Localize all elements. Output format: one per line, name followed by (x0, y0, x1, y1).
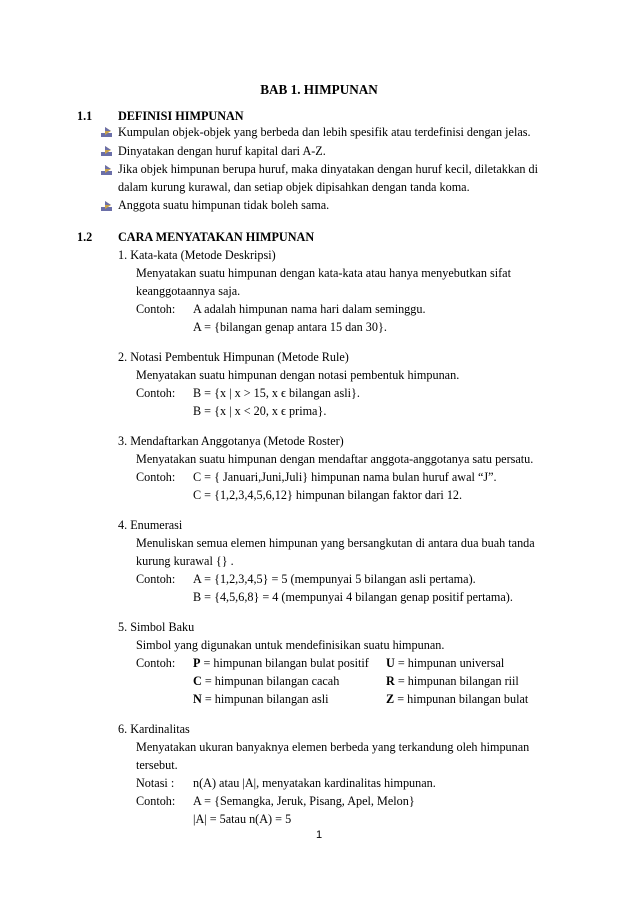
arrow-bullet-icon (101, 200, 114, 212)
symbol-meaning: = himpunan bilangan bulat (394, 692, 529, 706)
symbol-definition (193, 692, 329, 707)
symbol-definition (386, 674, 519, 689)
item-desc: keanggotaannya saja. (136, 284, 241, 298)
section-title: CARA MENYATAKAN HIMPUNAN (118, 230, 315, 244)
symbol: C (193, 674, 202, 688)
notasi-text: n(A) atau |A|, menyatakan kardinalitas himpunan. (193, 776, 436, 790)
arrow-bullet-icon (101, 145, 114, 157)
bullet-text-continued: dalam kurung kurawal, dan setiap objek dipisahkan dengan tanda koma. (118, 180, 470, 194)
example-line: A = {1,2,3,4,5} = 5 (mempunyai 5 bilangan asli pertama). (193, 572, 476, 586)
symbol-definition (193, 656, 369, 671)
chapter-title: BAB 1. HIMPUNAN (260, 82, 378, 97)
symbol-meaning: = himpunan bilangan asli (201, 692, 329, 706)
item-desc: Menyatakan suatu himpunan dengan mendaftar anggota-anggotanya satu persatu. (136, 452, 534, 466)
contoh-label: Contoh: (136, 470, 176, 484)
section-title: DEFINISI HIMPUNAN (118, 109, 244, 123)
symbol-meaning: = himpunan universal (394, 656, 505, 670)
item-desc: Menyatakan suatu himpunan dengan kata-kata atau hanya menyebutkan sifat (136, 266, 511, 280)
symbol-meaning: = himpunan bilangan cacah (201, 674, 340, 688)
example-line: C = {1,2,3,4,5,6,12} himpunan bilangan faktor dari 12. (193, 488, 463, 502)
contoh-label: Contoh: (136, 572, 176, 586)
item-desc: Menyatakan ukuran banyaknya elemen berbeda yang terkandung oleh himpunan (136, 740, 530, 754)
arrow-bullet-icon (101, 126, 114, 138)
contoh-label: Contoh: (136, 386, 176, 400)
symbol: U (386, 656, 395, 670)
item-title: 3. Mendaftarkan Anggotanya (Metode Roster) (118, 434, 344, 448)
contoh-label: Contoh: (136, 302, 176, 316)
contoh-label: Contoh: (136, 656, 176, 670)
item-desc: Menuliskan semua elemen himpunan yang bersangkutan di antara dua buah tanda (136, 536, 535, 550)
example-line: C = { Januari,Juni,Juli} himpunan nama bulan huruf awal “J”. (193, 470, 497, 484)
symbol: R (386, 674, 395, 688)
arrow-bullet-icon (101, 164, 114, 176)
bullet-text: Dinyatakan dengan huruf kapital dari A-Z. (118, 144, 326, 158)
symbol: P (193, 656, 201, 670)
example-line: A = {Semangka, Jeruk, Pisang, Apel, Melon} (193, 794, 415, 808)
item-desc: Simbol yang digunakan untuk mendefinisikan suatu himpunan. (136, 638, 445, 652)
bullet-text: Kumpulan objek-objek yang berbeda dan lebih spesifik atau terdefinisi dengan jelas. (118, 125, 531, 139)
item-title: 6. Kardinalitas (118, 722, 190, 736)
symbol: Z (386, 692, 395, 706)
item-title: 4. Enumerasi (118, 518, 183, 532)
contoh-label: Contoh: (136, 794, 176, 808)
item-desc: tersebut. (136, 758, 178, 772)
symbol: N (193, 692, 202, 706)
example-line: A = {bilangan genap antara 15 dan 30}. (193, 320, 387, 334)
example-line: B = {x | x > 15, x ϵ bilangan asli}. (193, 386, 360, 400)
item-desc: kurung kurawal {} . (136, 554, 234, 568)
item-title: 1. Kata-kata (Metode Deskripsi) (118, 248, 276, 262)
example-line: B = {x | x < 20, x ϵ prima}. (193, 404, 327, 418)
section-number: 1.1 (77, 109, 93, 123)
item-title: 5. Simbol Baku (118, 620, 195, 634)
symbol-meaning: = himpunan bilangan bulat positif (200, 656, 369, 670)
item-title: 2. Notasi Pembentuk Himpunan (Metode Rule) (118, 350, 349, 364)
example-line: |A| = 5atau n(A) = 5 (193, 812, 292, 826)
symbol-definition (386, 656, 504, 671)
item-desc: Menyatakan suatu himpunan dengan notasi pembentuk himpunan. (136, 368, 460, 382)
notasi-label: Notasi : (136, 776, 175, 790)
section-1-2-heading (77, 230, 314, 245)
example-line: A adalah himpunan nama hari dalam seminggu. (193, 302, 426, 316)
symbol-meaning: = himpunan bilangan riil (394, 674, 519, 688)
example-line: B = {4,5,6,8} = 4 (mempunyai 4 bilangan genap positif pertama). (193, 590, 513, 604)
page-number: 1 (315, 829, 323, 841)
bullet-text: Anggota suatu himpunan tidak boleh sama. (118, 198, 330, 212)
bullet-text: Jika objek himpunan berupa huruf, maka dinyatakan dengan huruf kecil, diletakkan di (118, 162, 538, 176)
symbol-definition (193, 674, 339, 689)
section-1-1-heading (77, 109, 244, 124)
section-number: 1.2 (77, 230, 93, 244)
symbol-definition (386, 692, 528, 707)
